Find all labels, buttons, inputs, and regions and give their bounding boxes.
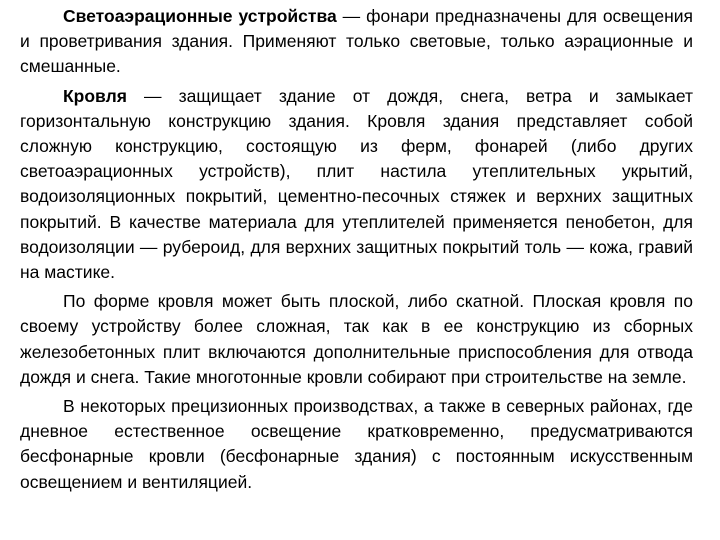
document-page (20, 4, 693, 499)
paragraph-text: По форме кровля может быть плоской, либо скатной. Плоская кровля по своему устройству более сложная, так как в ее конструкцию из сборных железобетонных плит включаются дополнительные приспособления для отвода дождя и снега. Такие многотонные кровли собирают при строительстве на земле. (20, 291, 693, 387)
paragraph-skylightless-roofs (20, 394, 693, 495)
term-roof: Кровля (63, 85, 127, 106)
paragraph-roof (20, 84, 693, 286)
term-skylight-devices: Светоаэрационные устройства (63, 6, 337, 26)
paragraph-text: В некоторых прецизионных производствах, а также в северных районах, где дневное естественное освещение кратковременно, предусматриваются бесфонарные кровли (бесфонарные здания) с постоянным искусственным освещением и вентиляцией. (20, 396, 693, 492)
paragraph-text: — защищает здание от дождя, снега, ветра и замыкает горизонтальную конструкцию здания. Кровля здания представляет собой сложную конструкцию, состоящую из ферм, фонарей (либо других светоаэрационных устройств), плит настила утеплительных укрытий, водоизоляционных покрытий, цементно-песочных стяжек и верхних защитных покрытий. В качестве материала для утеплителей применяется пенобетон, для водоизоляции — рубероид, для верхних защитных покрытий толь — кожа, гравий на мастике. (20, 85, 693, 283)
paragraph-text: — фонари предназначены для освещения и проветривания здания. Применяют только световые, только аэрационные и смешанные. (20, 6, 693, 77)
paragraph-roof-shape (20, 289, 693, 390)
paragraph-skylight-devices (20, 4, 693, 80)
